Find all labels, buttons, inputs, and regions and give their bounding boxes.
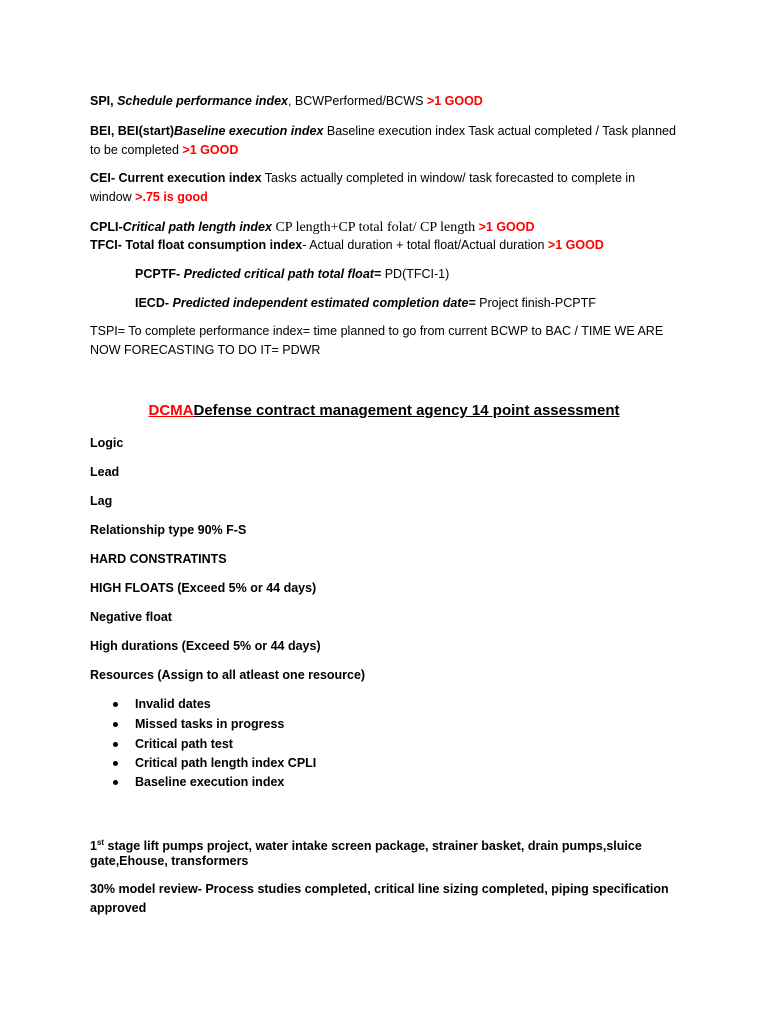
tfci-line: TFCI- Total float consumption index- Actual duration + total float/Actual duration >1 GOOD xyxy=(90,238,604,252)
cpli-line: CPLI-Critical path length index CP length+CP total folat/ CP length >1 GOOD xyxy=(90,220,535,235)
cei-line-1: CEI- Current execution index Tasks actually completed in window/ task forecasted to complete in xyxy=(90,171,636,185)
tspi-line-1: TSPI= To complete performance index= time planned to go from current BCWP to BAC / TIME WE ARE xyxy=(90,324,664,338)
check-item: Resources (Assign to all atleast one resource) xyxy=(90,668,366,682)
check-item: High durations (Exceed 5% or 44 days) xyxy=(90,639,321,653)
check-item: Negative float xyxy=(90,610,172,624)
tspi-line-2: NOW FORECASTING TO DO IT= PDWR xyxy=(90,343,321,357)
check-item: Logic xyxy=(90,436,124,450)
check-item: HIGH FLOATS (Exceed 5% or 44 days) xyxy=(90,581,317,595)
document-page: SPI, Schedule performance index, BCWPerformed/BCWS >1 GOOD BEI, BEI(start)Baseline execution index Baseline execution index Task actual completed / Task planned to be completed >1 GOOD CEI- Current execution index Tasks actually completed in window/ task forecasted to complete in window >.75 is good CPLI-Critical path length index CP length+CP total folat/ CP length >1 GOOD TFCI- Total float consumption index- Actual duration + total float/Actual duration >1 GOOD PCPTF- Predicted critical path total float= PD(TFCI-1) IECD- Predicted independent estimated completion date= Project finish-PCPTF TSPI= To complete performance index= time planned to go from current BCWP to BAC / TIME WE ARE NOW FORECASTING TO DO IT= PDWR DCMADefense contract management agency 14 point assessment Logic Lead Lag Relationship type 90% F-S HARD CONSTRATINTS HIGH FLOATS (Exceed 5% or 44 days) Negative float High durations (Exceed 5% or 44 days) Resources (Assign to all atleast one resource) Invalid dates Missed tasks in progress Critical path test Critical path length index CPLI Baseline execution index 1st stage lift pumps project, water intake screen package, strainer basket, drain pumps,sluice gate,Ehouse, transformers 30% model review- Process studies completed, critical line sizing completed, piping specification approved xyxy=(0,0,768,1024)
stage-line-2: gate,Ehouse, transformers xyxy=(90,854,249,868)
dcma-heading: DCMADefense contract management agency 14 point assessment xyxy=(148,402,620,419)
bullet-dot-icon xyxy=(113,742,118,747)
check-item: HARD CONSTRATINTS xyxy=(90,552,227,566)
check-item: Lead xyxy=(90,465,120,479)
cei-line-2: window >.75 is good xyxy=(90,190,208,204)
bullet-dot-icon xyxy=(113,702,118,707)
review-line-1: 30% model review- Process studies completed, critical line sizing completed, piping specification xyxy=(90,882,669,896)
bei-line-2: to be completed >1 GOOD xyxy=(90,143,239,157)
bullet-dot-icon xyxy=(113,722,118,727)
bei-line-1: BEI, BEI(start)Baseline execution index Baseline execution index Task actual completed / Task planned xyxy=(90,124,676,138)
pcptf-line: PCPTF- Predicted critical path total float= PD(TFCI-1) xyxy=(135,267,450,281)
spi-line: SPI, Schedule performance index, BCWPerformed/BCWS >1 GOOD xyxy=(90,94,483,108)
check-item: Lag xyxy=(90,494,113,508)
iecd-line: IECD- Predicted independent estimated completion date= Project finish-PCPTF xyxy=(135,296,596,310)
check-item: Relationship type 90% F-S xyxy=(90,523,247,537)
bullet-dot-icon xyxy=(113,761,118,766)
bullet-dot-icon xyxy=(113,780,118,785)
stage-line-1: 1st stage lift pumps project, water intake screen package, strainer basket, drain pumps,sluice xyxy=(90,838,642,854)
review-line-2: approved xyxy=(90,901,147,915)
